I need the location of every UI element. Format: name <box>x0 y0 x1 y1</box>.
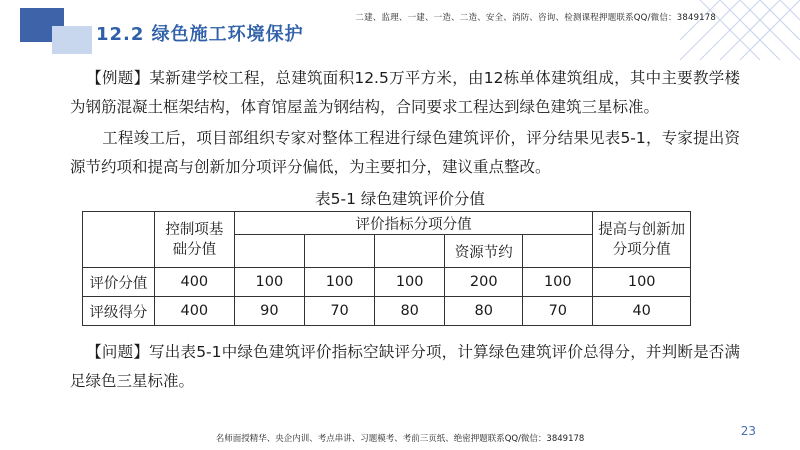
subheader-empty-cell <box>523 235 593 268</box>
subheader-empty-cell <box>304 235 374 268</box>
example-paragraph <box>70 64 740 122</box>
table-cell: 70 <box>304 297 374 326</box>
result-paragraph <box>70 124 740 182</box>
page-number: 23 <box>740 424 756 438</box>
subheader-resource-cell: 资源节约 <box>445 235 523 268</box>
table-cell: 100 <box>375 268 445 297</box>
example-text: 【例题】某新建学校工程，总建筑面积12.5万平方米，由12栋单体建筑组成，其中主要教学楼为钢筋混凝土框架结构，体育馆屋盖为钢结构，合同要求工程达到绿色建筑三星标准。 <box>70 69 740 116</box>
table-cell: 90 <box>234 297 304 326</box>
corner-lattice-decoration <box>680 0 800 60</box>
table-cell: 400 <box>154 297 234 326</box>
table-cell: 400 <box>154 268 234 297</box>
table-cell: 100 <box>593 268 691 297</box>
table-title: 表5-1 绿色建筑评价分值 <box>315 190 485 208</box>
result-text: 工程竣工后，项目部组织专家对整体工程进行绿色建筑评价，评分结果见表5-1，专家提出资源节约项和提高与创新加分项评分偏低，为主要扣分，建议重点整改。 <box>70 129 740 176</box>
header-index-cell: 评价指标分项分值 <box>234 212 593 235</box>
question-paragraph <box>70 338 740 396</box>
subheader-empty-cell <box>234 235 304 268</box>
table-header-row <box>83 212 691 235</box>
table-row <box>83 297 691 326</box>
table-cell: 100 <box>304 268 374 297</box>
table-cell: 70 <box>523 297 593 326</box>
header-bonus-cell: 提高与创新加分项分值 <box>593 212 691 268</box>
subheader-empty-cell <box>375 235 445 268</box>
header-control-cell: 控制项基础分值 <box>154 212 234 268</box>
table-cell: 80 <box>445 297 523 326</box>
table-cell: 80 <box>375 297 445 326</box>
table-cell: 40 <box>593 297 691 326</box>
question-text: 【问题】写出表5-1中绿色建筑评价指标空缺评分项，计算绿色建筑评价总得分，并判断是否满足绿色三星标准。 <box>70 343 740 390</box>
row-label: 评级得分 <box>83 297 155 326</box>
table-row <box>83 268 691 297</box>
header-contact-note: 二建、监理、一建、一造、二造、安全、消防、咨询、检测课程押题联系QQ/微信：3849178 <box>355 13 716 23</box>
row-label: 评价分值 <box>83 268 155 297</box>
decor-square-light <box>52 26 92 54</box>
table-cell: 200 <box>445 268 523 297</box>
table-corner-cell <box>83 212 155 268</box>
table-cell: 100 <box>234 268 304 297</box>
table-cell: 100 <box>523 268 593 297</box>
footer-contact-note: 名师面授精华、央企内训、考点串讲、习题模考、考前三页纸、绝密押题联系QQ/微信：3849178 <box>215 434 585 444</box>
score-table <box>82 211 691 326</box>
section-title: 12.2 绿色施工环境保护 <box>96 24 304 45</box>
